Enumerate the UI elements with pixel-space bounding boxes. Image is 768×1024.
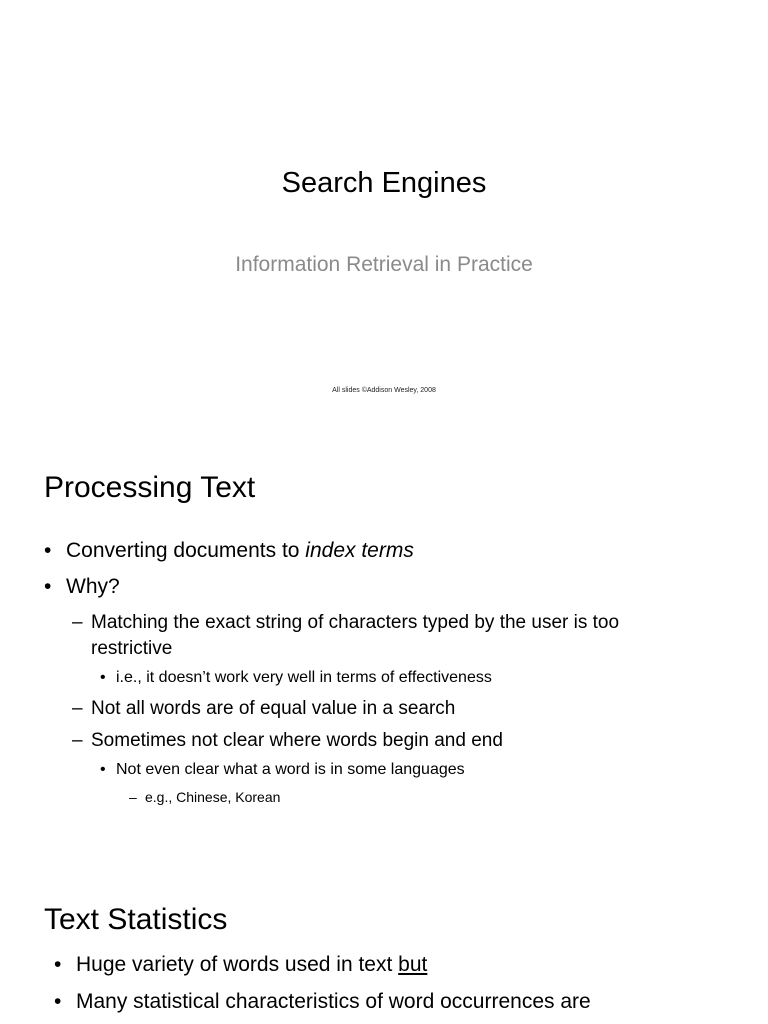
list-item — [0, 696, 691, 722]
bullet-text: Many statistical characteristics of word occurrences are — [76, 990, 591, 1013]
text-statistics-slide — [0, 864, 768, 1024]
list-item — [0, 610, 691, 662]
bullet-text: Not even clear what a word is in some languages — [116, 761, 465, 778]
title-slide — [0, 0, 768, 432]
bullet-text: Why? — [66, 575, 120, 598]
slide-title: Text Statistics — [44, 903, 228, 936]
bullet-text: Converting documents to — [66, 539, 306, 562]
bullet-list — [0, 538, 768, 812]
list-item — [0, 760, 676, 780]
bullet-text: e.g., Chinese, Korean — [145, 789, 281, 805]
slide-subtitle: Information Retrieval in Practice — [235, 253, 533, 276]
dash-icon: – — [72, 730, 83, 751]
bullet-icon: • — [100, 761, 106, 778]
processing-text-slide — [0, 432, 768, 864]
dash-icon: – — [72, 698, 83, 719]
slide-title: Search Engines — [281, 167, 487, 199]
list-item — [0, 788, 665, 806]
bullet-icon: • — [44, 575, 52, 598]
list-item — [0, 668, 676, 688]
bullet-icon: • — [100, 669, 106, 686]
copyright-notice: All slides ©Addison Wesley, 2008 — [332, 387, 436, 394]
bullet-text: Sometimes not clear where words begin and end — [91, 730, 503, 751]
bullet-list — [0, 952, 768, 1024]
list-item — [0, 728, 691, 754]
list-item — [0, 538, 706, 564]
bullet-icon: • — [54, 953, 62, 976]
bullet-text: Matching the exact string of characters typed by the user is too restrictive — [91, 612, 620, 659]
bullet-icon: • — [44, 539, 52, 562]
emphasized-term: index terms — [305, 539, 414, 562]
underlined-word: but — [398, 953, 428, 976]
bullet-text: Huge variety of words used in text — [76, 953, 399, 976]
bullet-icon: • — [54, 990, 62, 1013]
dash-icon: – — [72, 612, 83, 633]
list-item — [0, 989, 716, 1015]
list-item — [0, 574, 706, 600]
slide-title: Processing Text — [44, 471, 256, 504]
bullet-text: Not all words are of equal value in a search — [91, 698, 456, 719]
bullet-text: i.e., it doesn’t work very well in terms of effectiveness — [116, 669, 492, 686]
dash-icon: – — [129, 789, 137, 805]
list-item — [0, 952, 716, 978]
